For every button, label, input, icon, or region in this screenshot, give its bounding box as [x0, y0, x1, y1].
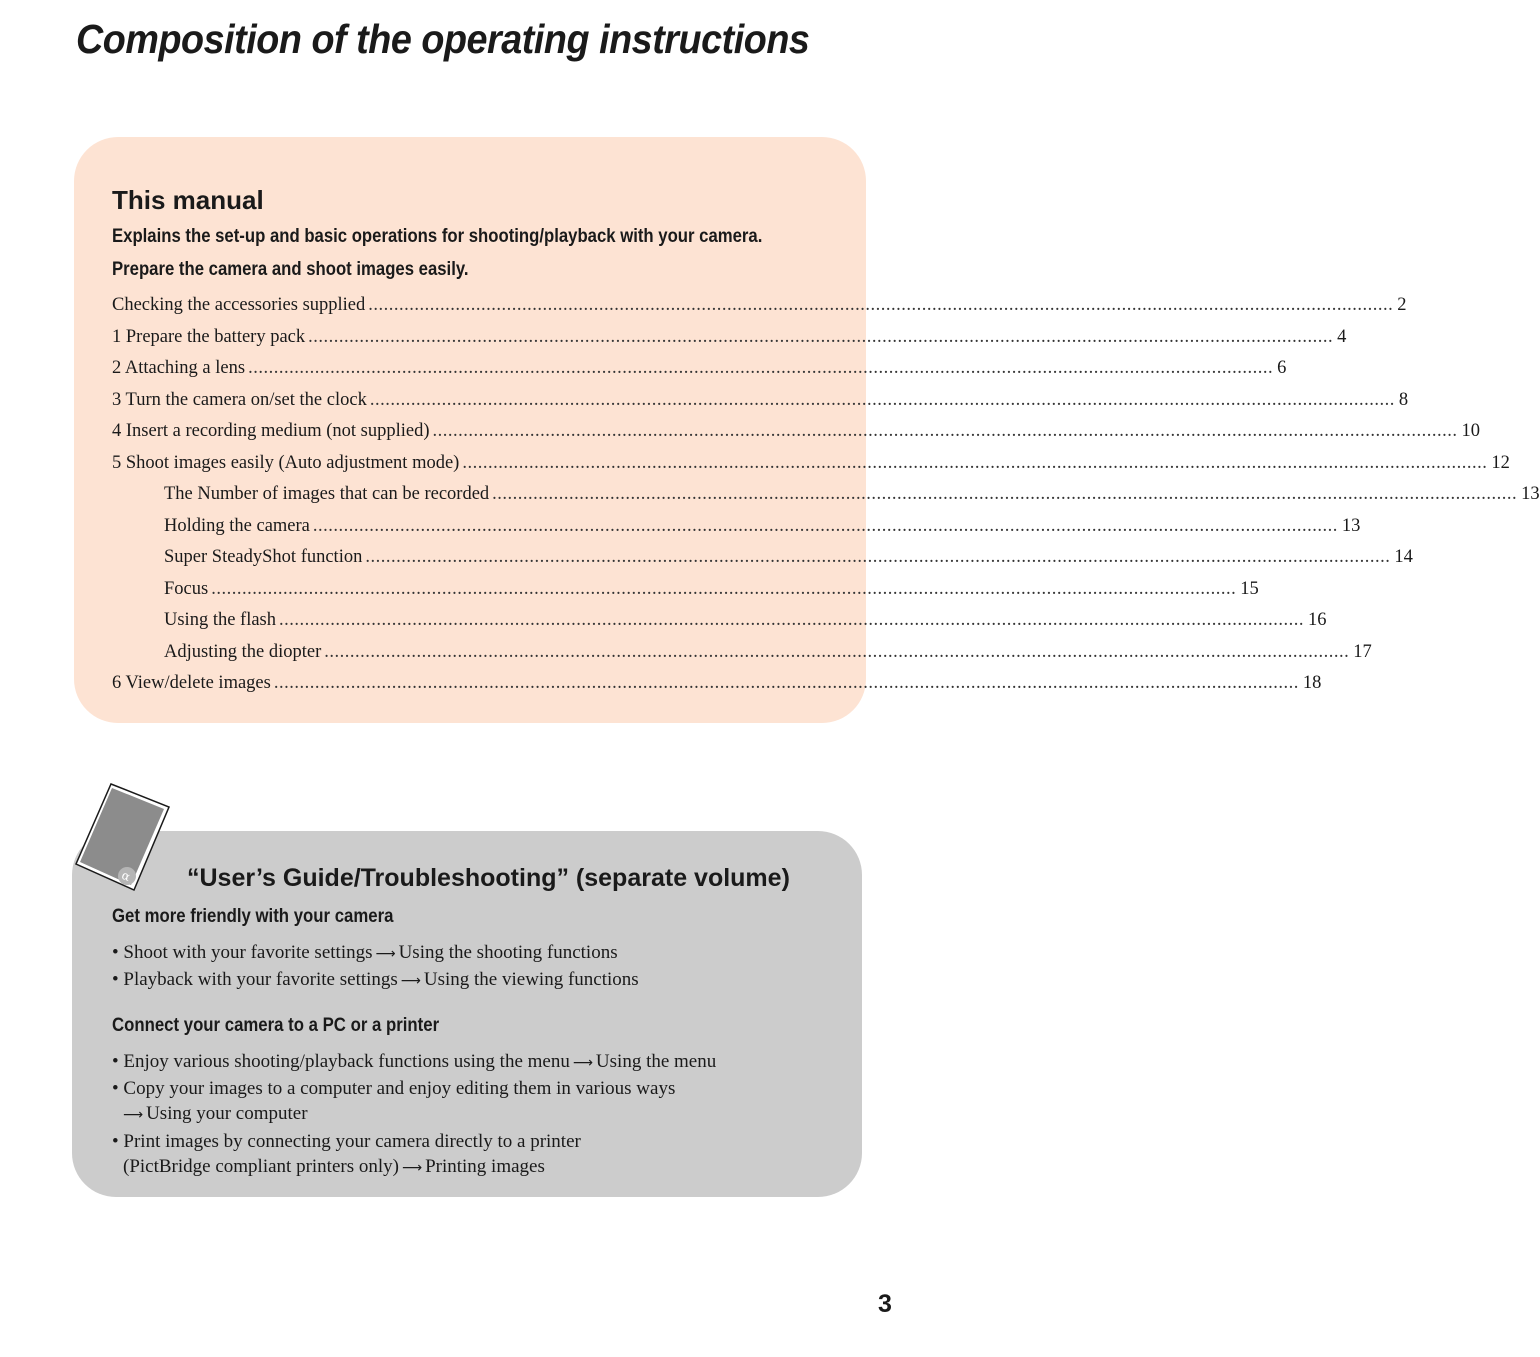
- toc-entry-page: 8: [1398, 389, 1409, 410]
- toc-entry-title: Checking the accessories supplied: [112, 295, 366, 315]
- toc-leader-dots: ........................................................................................................................................................................................................: [248, 358, 1274, 378]
- svg-text:α: α: [119, 867, 133, 885]
- toc-entry: [112, 389, 1409, 414]
- toc-entry-page: 17: [1353, 641, 1372, 662]
- toc-entry: [164, 578, 1259, 603]
- toc-entry-title: Holding the camera: [164, 515, 310, 536]
- toc-leader-dots: ........................................................................................................................................................................................................: [365, 547, 1391, 567]
- toc-entry: [164, 484, 1540, 508]
- toc-entry-page: 12: [1491, 452, 1510, 473]
- toc-entry-page: 10: [1461, 421, 1480, 441]
- toc-entry: [112, 326, 1347, 351]
- toc-entry-title: Focus: [164, 578, 209, 599]
- toc-entry-title: 4 Insert a recording medium (not supplied): [112, 421, 430, 441]
- toc-entry-page: 16: [1308, 610, 1327, 630]
- list-item: • Copy your images to a computer and enjoy editing them in various ways ⟶ Using your computer: [112, 1078, 676, 1124]
- toc-entry-title: 6 View/delete images: [112, 673, 271, 693]
- page-number: 3: [878, 1290, 892, 1318]
- this-manual-heading: This manual: [112, 185, 264, 215]
- toc-entry: [164, 515, 1361, 540]
- toc-entry: [112, 673, 1322, 697]
- toc-entry-title: Super SteadyShot function: [164, 547, 363, 567]
- list-item: • Playback with your favorite settings ⟶ Using the viewing functions: [112, 969, 639, 990]
- toc-entry: [112, 452, 1510, 477]
- list-item: • Print images by connecting your camera directly to a printer (PictBridge compliant printers only) ⟶ Printing images: [112, 1131, 581, 1177]
- toc-leader-dots: ........................................................................................................................................................................................................: [273, 673, 1299, 693]
- arrow-right-icon: ⟶: [123, 1107, 144, 1123]
- arrow-right-icon: ⟶: [401, 1160, 423, 1176]
- toc-entry-page: 18: [1302, 673, 1322, 693]
- toc-entry-page: 13: [1521, 484, 1540, 504]
- toc-leader-dots: ........................................................................................................................................................................................................: [211, 578, 1237, 599]
- toc-entry-title: The Number of images that can be recorded: [164, 484, 490, 504]
- toc-entry-title: 2 Attaching a lens: [112, 358, 246, 378]
- toc-leader-dots: ........................................................................................................................................................................................................: [368, 295, 1394, 315]
- toc-entry-title: Adjusting the diopter: [164, 641, 322, 662]
- toc-entry-page: 14: [1394, 547, 1413, 567]
- page-title: Composition of the operating instructions: [76, 16, 810, 62]
- toc-leader-dots: ........................................................................................................................................................................................................: [312, 515, 1338, 536]
- toc-leader-dots: ........................................................................................................................................................................................................: [308, 326, 1334, 347]
- toc-entry: [112, 358, 1287, 382]
- toc-entry-page: 2: [1397, 295, 1407, 315]
- toc-leader-dots: ........................................................................................................................................................................................................: [369, 389, 1395, 410]
- section-heading-connect: Connect your camera to a PC or a printer: [112, 1014, 440, 1036]
- toc-leader-dots: ........................................................................................................................................................................................................: [432, 421, 1458, 441]
- arrow-right-icon: ⟶: [400, 973, 421, 989]
- this-manual-box: [74, 137, 1540, 723]
- manual-book-icon: [74, 782, 174, 892]
- toc-entry-title: 5 Shoot images easily (Auto adjustment mode): [112, 452, 460, 473]
- toc-entry: [164, 547, 1413, 571]
- arrow-right-icon: ⟶: [375, 946, 396, 962]
- toc-entry-title: Using the flash: [164, 610, 277, 630]
- users-guide-title: “User’s Guide/Troubleshooting” (separate volume): [187, 864, 790, 892]
- toc-entry-page: 13: [1341, 515, 1361, 536]
- toc-leader-dots: ........................................................................................................................................................................................................: [279, 610, 1305, 630]
- toc-entry-title: 3 Turn the camera on/set the clock: [112, 389, 367, 410]
- list-item: • Enjoy various shooting/playback functions using the menu ⟶ Using the menu: [112, 1051, 717, 1072]
- toc-entry-title: 1 Prepare the battery pack: [112, 326, 306, 347]
- toc-leader-dots: ........................................................................................................................................................................................................: [324, 641, 1350, 662]
- arrow-right-icon: ⟶: [572, 1055, 593, 1071]
- toc-entry: [164, 610, 1327, 634]
- section-heading-friendly: Get more friendly with your camera: [112, 905, 394, 927]
- toc-entry: [164, 641, 1372, 666]
- toc-entry-page: 4: [1337, 326, 1347, 347]
- toc-leader-dots: ........................................................................................................................................................................................................: [462, 452, 1488, 473]
- list-item: • Shoot with your favorite settings ⟶ Using the shooting functions: [112, 942, 618, 963]
- lead-line-1: Explains the set-up and basic operations for shooting/playback with your camera.: [112, 226, 763, 247]
- toc-entry: [112, 421, 1480, 445]
- toc-entry-page: 6: [1277, 358, 1287, 378]
- toc-entry-page: 15: [1240, 578, 1259, 599]
- toc-leader-dots: ........................................................................................................................................................................................................: [492, 484, 1518, 504]
- toc-entry: [112, 295, 1407, 319]
- lead-line-2: Prepare the camera and shoot images easily.: [112, 259, 469, 280]
